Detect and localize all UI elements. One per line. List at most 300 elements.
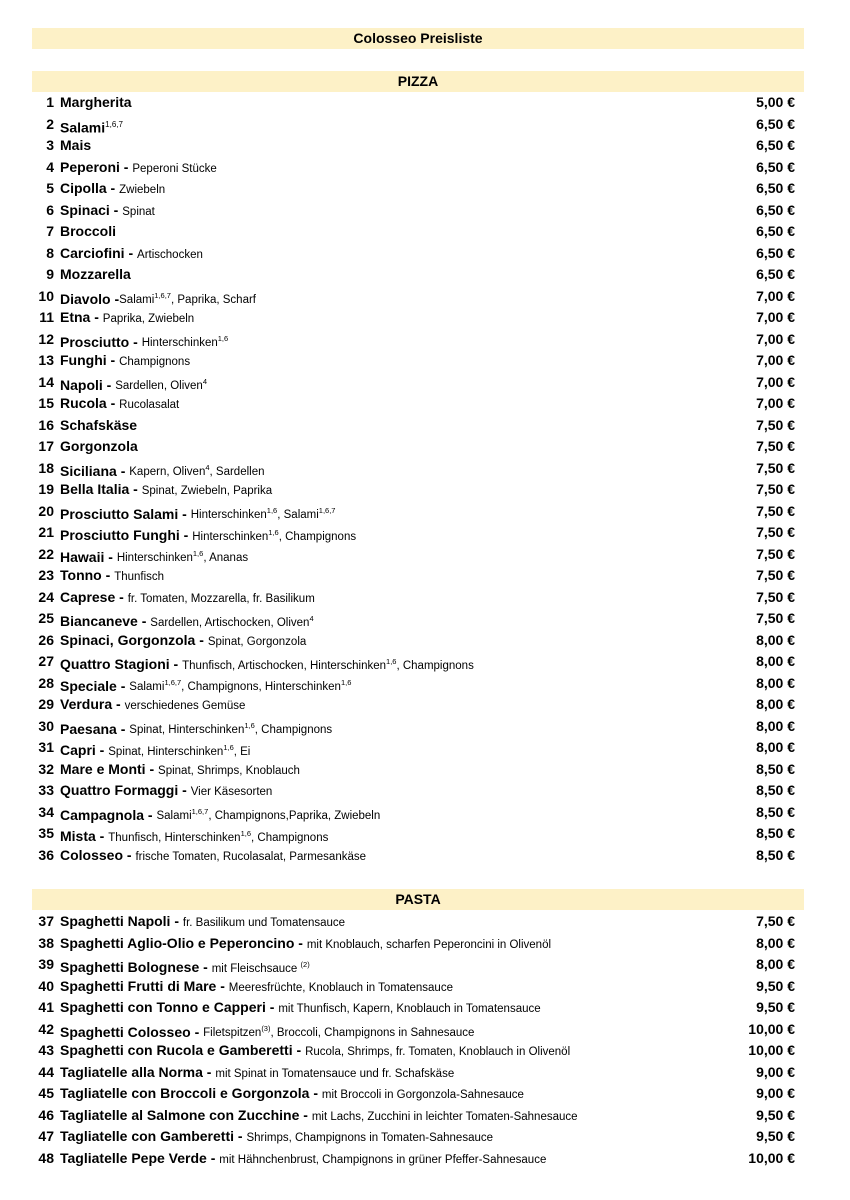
list-item [0, 135, 850, 157]
item-separator: - [292, 1042, 306, 1058]
item-number: 20 [38, 502, 54, 519]
item-separator: - [169, 655, 183, 672]
item-separator: - [195, 631, 208, 648]
item-entry [60, 976, 453, 1000]
superscript-note: 4 [202, 377, 207, 387]
item-entry [60, 780, 272, 804]
item-entry [60, 565, 164, 589]
item-entry [60, 1105, 578, 1129]
item-separator: - [90, 309, 103, 325]
item-price: 8,50 € [756, 803, 795, 820]
item-description: Spinat [122, 205, 155, 218]
item-separator: - [115, 588, 128, 605]
list-item [0, 114, 850, 136]
item-name: Spinaci, Gorgonzola [60, 631, 196, 648]
item-description: mit Knoblauch, scharfen Peperoncini in Olivenöl [306, 938, 552, 951]
item-number: 42 [38, 1020, 54, 1037]
item-number: 24 [38, 588, 54, 605]
item-name: Schafskäse [60, 416, 138, 433]
item-separator: - [102, 376, 116, 393]
item-price: 8,50 € [756, 782, 795, 798]
list-item [0, 1062, 850, 1084]
item-name: Spinaci [60, 201, 110, 218]
item-description: Hinterschinken$^{1,6}$ [141, 334, 229, 350]
item-number: 40 [38, 977, 54, 994]
superscript-note: 1,6 [240, 829, 251, 838]
item-name: Gorgonzola [60, 438, 138, 454]
superscript-note: (2) [300, 960, 310, 969]
item-separator: - [129, 333, 142, 350]
item-price: 6,50 € [756, 158, 795, 175]
item-price: 8,00 € [756, 653, 795, 669]
item-separator: - [199, 958, 212, 975]
item-entry [60, 221, 116, 243]
item-separator: - [106, 395, 120, 411]
list-item [0, 780, 850, 802]
item-price: 7,00 € [756, 330, 795, 347]
item-name: Spaghetti Aglio-Olio e Peperoncino [60, 934, 295, 951]
item-price: 7,50 € [756, 502, 795, 519]
item-entry [60, 436, 138, 458]
item-entry [60, 178, 165, 202]
superscript-note: 1,6,7 [154, 291, 171, 301]
item-description: Sardellen, Oliven$^4$ [115, 377, 207, 393]
item-price: 7,50 € [756, 481, 795, 497]
list-item [0, 759, 850, 781]
item-entry [60, 200, 155, 224]
item-entry [60, 350, 190, 374]
item-number: 17 [38, 438, 54, 454]
item-number: 48 [38, 1149, 54, 1166]
item-name: Spaghetti con Rucola e Gamberetti [60, 1042, 293, 1058]
list-item [0, 501, 850, 523]
superscript-note: 1,6,7 [191, 807, 209, 817]
item-price: 6,50 € [756, 266, 795, 282]
item-description: frische Tomaten, Rucolasalat, Parmesankäse [135, 850, 367, 863]
list-item [0, 694, 850, 716]
section-header-pasta: PASTA [32, 889, 804, 910]
item-separator: - [206, 1149, 220, 1166]
item-name: Peperoni [60, 158, 120, 175]
item-name: Napoli [60, 376, 103, 393]
item-separator: - [116, 720, 130, 737]
item-price: 6,50 € [756, 137, 795, 153]
list-item [0, 802, 850, 824]
item-entry [60, 694, 245, 718]
item-description: Spinat, Shrimps, Knoblauch [158, 764, 300, 777]
item-separator: - [110, 290, 120, 307]
item-price: 5,00 € [756, 94, 795, 110]
item-price: 8,00 € [756, 739, 795, 755]
item-number: 45 [38, 1085, 54, 1101]
list-item [0, 587, 850, 609]
item-name: Cipolla [60, 180, 107, 196]
item-separator: - [179, 526, 193, 543]
item-name: Tonno [60, 567, 102, 583]
item-description: Hinterschinken$^{1,6}$, Ananas [116, 549, 249, 565]
item-price: 8,00 € [756, 696, 795, 712]
item-separator: - [299, 1106, 312, 1123]
item-name: Spaghetti con Tonno e Capperi [60, 999, 266, 1015]
item-entry [60, 911, 345, 935]
item-number: 1 [46, 94, 54, 110]
item-name: Tagliatelle con Gamberetti [60, 1128, 235, 1144]
item-number: 23 [38, 567, 54, 583]
item-price: 7,50 € [756, 913, 795, 929]
item-name: Hawaii [60, 548, 105, 565]
item-name: Caprese [60, 588, 116, 605]
item-description: Hinterschinken$^{1,6}$, Champignons [192, 528, 357, 543]
item-name: Capri [60, 741, 96, 758]
item-entry [60, 630, 306, 654]
item-number: 9 [46, 266, 54, 282]
item-name: Paesana [60, 720, 117, 737]
list-item [0, 608, 850, 630]
item-description: fr. Basilikum und Tomatensauce [182, 917, 346, 929]
item-separator: - [116, 677, 130, 694]
item-description: mit Spinat in Tomatensauce und fr. Schafskäse [215, 1067, 455, 1080]
item-name: Verdura [60, 696, 113, 712]
item-number: 38 [38, 934, 54, 951]
list-item [0, 329, 850, 351]
item-entry [60, 1126, 493, 1150]
item-number: 22 [38, 545, 54, 562]
item-name: Funghi [60, 352, 107, 368]
item-price: 6,50 € [756, 201, 795, 218]
item-entry [60, 997, 541, 1021]
item-entry [60, 393, 179, 417]
item-separator: - [145, 760, 159, 777]
item-number: 3 [46, 137, 54, 153]
item-name: Prosciutto Funghi [60, 526, 180, 543]
item-price: 7,00 € [756, 352, 795, 368]
item-price: 6,50 € [756, 115, 795, 132]
item-price: 7,00 € [756, 373, 795, 390]
item-price: 7,50 € [756, 610, 795, 626]
item-price: 7,50 € [756, 567, 795, 583]
list-item [0, 264, 850, 286]
document-title: Colosseo Preisliste [32, 28, 804, 49]
item-description: Salami$^{1,6,7}$, Paprika, Scharf [119, 291, 256, 307]
item-separator: - [265, 999, 279, 1015]
item-name: Colosseo [60, 846, 124, 863]
item-name: Margherita [60, 94, 132, 110]
superscript-note: (3) [261, 1024, 271, 1034]
list-item [0, 286, 850, 308]
item-number: 13 [38, 352, 54, 368]
item-price: 7,50 € [756, 438, 795, 454]
item-name: Mais [60, 137, 92, 153]
item-separator: - [190, 1023, 204, 1040]
item-description: mit Broccoli in Gorgonzola-Sahnesauce [321, 1089, 524, 1101]
item-description: Kapern, Oliven$^4$, Sardellen [129, 463, 265, 479]
section-header-pizza: PIZZA [32, 71, 804, 92]
item-description: Filetspitzen$^{(3)}$, Broccoli, Champignons in Sahnesauce [203, 1024, 475, 1040]
item-entry [60, 845, 366, 869]
item-separator: - [178, 505, 191, 522]
item-entry [60, 135, 91, 157]
item-name: Campagnola [60, 806, 145, 823]
item-description: Rucolasalat [119, 399, 180, 411]
superscript-note: 1,6 [340, 678, 352, 688]
list-item [0, 976, 850, 998]
list-item [0, 243, 850, 265]
superscript-note: 1,6 [244, 721, 255, 731]
item-separator: - [202, 1063, 216, 1080]
list-item [0, 651, 850, 673]
item-number: 8 [46, 244, 54, 261]
item-separator: - [216, 977, 229, 994]
item-entry [60, 933, 551, 957]
item-separator: - [124, 244, 138, 261]
item-number: 27 [38, 653, 54, 669]
list-item [0, 178, 850, 200]
item-name: Mare e Monti [60, 760, 146, 777]
item-price: 7,50 € [756, 545, 795, 562]
item-description: Meeresfrüchte, Knoblauch in Tomatensauce [228, 981, 453, 994]
item-description: mit Lachs, Zucchini in leichter Tomaten-Sahnesauce [311, 1110, 578, 1123]
item-name: Tagliatelle al Salmone con Zucchine [60, 1106, 300, 1123]
item-number: 10 [38, 287, 54, 304]
item-number: 29 [38, 696, 54, 712]
list-item [0, 1148, 850, 1170]
list-item [0, 630, 850, 652]
item-price: 8,00 € [756, 631, 795, 648]
list-item [0, 522, 850, 544]
item-entry [60, 587, 315, 611]
item-price: 8,00 € [756, 717, 795, 734]
list-item [0, 479, 850, 501]
list-item [0, 737, 850, 759]
item-description: Paprika, Zwiebeln [102, 313, 195, 325]
item-separator: - [116, 462, 130, 479]
list-item [0, 458, 850, 480]
item-number: 4 [46, 158, 54, 175]
item-number: 19 [38, 481, 54, 497]
item-description: Spinat, Hinterschinken$^{1,6}$, Ei [108, 743, 251, 758]
item-price: 8,50 € [756, 825, 795, 841]
item-description: mit Hähnchenbrust, Champignons in grüner Pfeffer-Sahnesauce [219, 1153, 547, 1166]
item-separator: - [109, 201, 123, 218]
superscript-note: 4 [309, 614, 314, 623]
item-number: 34 [38, 803, 54, 820]
list-item [0, 92, 850, 114]
list-item [0, 1040, 850, 1062]
list-item [0, 1105, 850, 1127]
item-number: 2 [46, 115, 54, 132]
item-number: 5 [46, 180, 54, 196]
list-item [0, 716, 850, 738]
item-description: Artischocken [137, 248, 203, 261]
item-description: Vier Käsesorten [190, 786, 273, 798]
list-item [0, 1019, 850, 1041]
item-number: 28 [38, 674, 54, 691]
list-item [0, 911, 850, 933]
item-number: 39 [38, 956, 54, 972]
item-name: Spaghetti Napoli [60, 913, 171, 929]
item-description: Sardellen, Artischocken, Oliven$^4$ [150, 614, 314, 629]
item-separator: - [129, 481, 142, 497]
item-name: Broccoli [60, 223, 117, 239]
item-name: Tagliatelle Pepe Verde [60, 1149, 207, 1166]
list-item [0, 157, 850, 179]
item-separator: - [101, 567, 115, 583]
list-item [0, 823, 850, 845]
item-description: Thunfisch [114, 571, 165, 583]
list-item [0, 565, 850, 587]
superscript-note: 1,6,7 [164, 678, 182, 688]
item-name: Diavolo [60, 290, 111, 307]
list-item [0, 307, 850, 329]
item-name: Spaghetti Frutti di Mare [60, 977, 217, 994]
item-entry [60, 1040, 570, 1064]
item-price: 9,50 € [756, 999, 795, 1015]
item-price: 9,50 € [756, 1128, 795, 1144]
item-name: Biancaneve [60, 612, 138, 629]
item-price: 9,50 € [756, 1106, 795, 1123]
superscript-note: 1,6,7 [318, 506, 336, 516]
list-item [0, 954, 850, 976]
item-entry [60, 307, 194, 331]
item-price: 7,50 € [756, 459, 795, 476]
item-price: 9,00 € [756, 1063, 795, 1080]
item-price: 6,50 € [756, 244, 795, 261]
item-description: Thunfisch, Hinterschinken$^{1,6}$, Champignons [108, 829, 329, 844]
item-price: 10,00 € [748, 1042, 795, 1058]
item-name: Siciliana [60, 462, 117, 479]
item-number: 46 [38, 1106, 54, 1123]
item-entry [60, 243, 203, 267]
item-description: Spinat, Gorgonzola [207, 635, 307, 648]
item-description: mit Thunfisch, Kapern, Knoblauch in Tomatensauce [278, 1003, 541, 1015]
item-number: 6 [46, 201, 54, 218]
item-price: 6,50 € [756, 180, 795, 196]
item-name: Bella Italia [60, 481, 130, 497]
item-price: 7,00 € [756, 309, 795, 325]
list-item [0, 544, 850, 566]
item-name: Tagliatelle con Broccoli e Gorgonzola [60, 1085, 310, 1101]
item-entry [60, 415, 137, 437]
item-entry [60, 264, 131, 286]
item-price: 7,50 € [756, 524, 795, 540]
item-number: 35 [38, 825, 54, 841]
item-name: Rucola [60, 395, 107, 411]
item-description: Shrimps, Champignons in Tomaten-Sahnesauce [246, 1132, 494, 1144]
item-description: verschiedenes Gemüse [124, 700, 246, 712]
item-price: 7,00 € [756, 287, 795, 304]
item-entry [60, 479, 272, 503]
list-item [0, 1126, 850, 1148]
item-number: 31 [38, 739, 54, 755]
item-description: Spinat, Zwiebeln, Paprika [141, 485, 273, 497]
item-number: 12 [38, 330, 54, 347]
item-price: 8,00 € [756, 934, 795, 951]
item-separator: - [123, 846, 136, 863]
list-item [0, 221, 850, 243]
list-item [0, 997, 850, 1019]
item-name: Mista [60, 827, 96, 844]
list-item [0, 933, 850, 955]
superscript-note: 1,6 [386, 657, 397, 666]
item-separator: - [144, 806, 157, 823]
item-separator: - [137, 612, 151, 629]
item-separator: - [95, 827, 109, 844]
item-name: Tagliatelle alla Norma [60, 1063, 203, 1080]
item-separator: - [170, 913, 183, 929]
superscript-note: 1,6 [192, 549, 204, 559]
item-description: Champignons [119, 356, 191, 368]
item-number: 47 [38, 1128, 54, 1144]
list-item [0, 372, 850, 394]
item-name: Prosciutto [60, 333, 130, 350]
item-price: 9,50 € [756, 977, 795, 994]
pasta-list [0, 911, 850, 1169]
list-item [0, 393, 850, 415]
item-entry [60, 92, 132, 114]
item-number: 7 [46, 223, 54, 239]
item-price: 9,00 € [756, 1085, 795, 1101]
item-name: Speciale [60, 677, 117, 694]
superscript-note: 1,6 [266, 506, 278, 516]
list-item [0, 673, 850, 695]
item-price: 7,00 € [756, 395, 795, 411]
item-number: 37 [38, 913, 54, 929]
pizza-list [0, 92, 850, 866]
item-separator: - [294, 934, 307, 951]
item-price: 8,00 € [756, 956, 795, 972]
item-price: 8,50 € [756, 846, 795, 863]
list-item [0, 1083, 850, 1105]
item-number: 11 [39, 309, 54, 325]
superscript-note: 4 [205, 463, 210, 473]
list-item [0, 200, 850, 222]
superscript-note: 1,6 [268, 528, 279, 537]
item-name: Spaghetti Colosseo [60, 1023, 191, 1040]
item-number: 32 [38, 760, 54, 777]
item-number: 30 [38, 717, 54, 734]
item-name: Etna [60, 309, 91, 325]
item-separator: - [106, 352, 120, 368]
item-entry [60, 157, 217, 181]
item-number: 41 [38, 999, 54, 1015]
list-item [0, 350, 850, 372]
item-price: 10,00 € [748, 1020, 795, 1037]
item-description: Salami$^{1,6,7}$, Champignons,Paprika, Zwiebeln [156, 807, 381, 823]
item-name: Mozzarella [60, 266, 131, 282]
item-description: Rucola, Shrimps, fr. Tomaten, Knoblauch in Olivenöl [305, 1046, 571, 1058]
item-number: 26 [38, 631, 54, 648]
item-name: Spaghetti Bolognese [60, 958, 200, 975]
item-entry [60, 1062, 454, 1086]
item-number: 16 [38, 416, 54, 433]
item-separator: - [112, 696, 125, 712]
item-number: 25 [38, 610, 54, 626]
item-description: Spinat, Hinterschinken$^{1,6}$, Champignons [129, 721, 333, 737]
item-separator: - [106, 180, 120, 196]
item-separator: - [178, 782, 191, 798]
item-separator: - [95, 741, 109, 758]
item-name: Quattro Formaggi [60, 782, 179, 798]
item-entry [60, 1083, 524, 1107]
superscript-note: 1,6,7 [105, 119, 123, 129]
item-name: Salami [60, 119, 106, 136]
list-item [0, 415, 850, 437]
list-item [0, 845, 850, 867]
item-name: Prosciutto Salami [60, 505, 179, 522]
item-description: Zwiebeln [119, 184, 166, 196]
superscript-note: 1,6 [217, 334, 229, 344]
item-number: 14 [38, 373, 54, 390]
